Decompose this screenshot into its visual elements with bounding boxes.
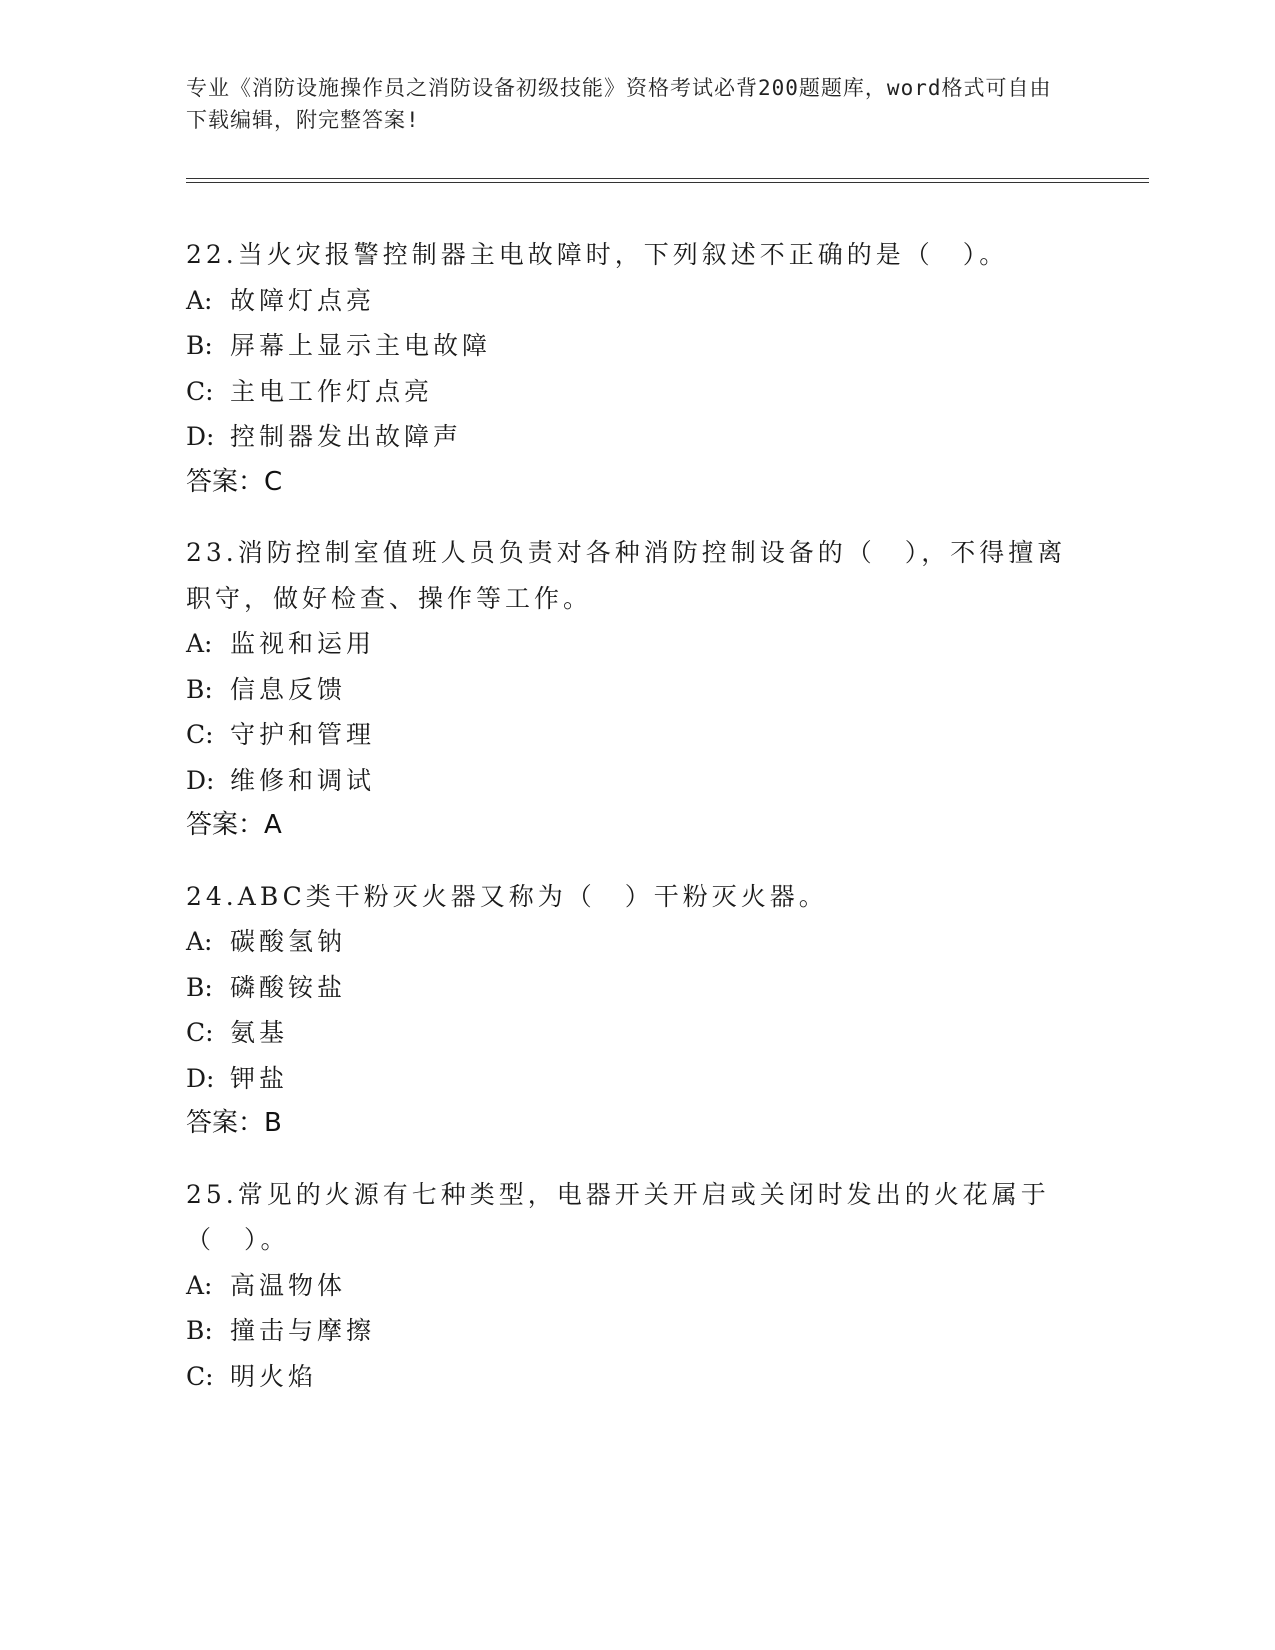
question-24	[186, 874, 1086, 1147]
option-letter: B:	[186, 674, 213, 704]
option-text: 主电工作灯点亮	[230, 376, 434, 406]
option-d	[186, 414, 1086, 460]
option-text: 监视和运用	[230, 629, 376, 658]
header-divider-top	[186, 178, 1149, 179]
option-text: 维修和调试	[230, 765, 376, 795]
question-stem: 25.常见的火源有七种类型，电器开关开启或关闭时发出的火花属于（ ）。	[186, 1179, 1050, 1254]
option-text: 高温物体	[230, 1270, 347, 1300]
option-text: 明火焰	[230, 1361, 318, 1391]
question-stem: 22.当火灾报警控制器主电故障时，下列叙述不正确的是（ ）。	[186, 240, 1009, 269]
option-text: 守护和管理	[230, 720, 376, 749]
question-25	[186, 1172, 1086, 1400]
option-a	[186, 919, 1086, 965]
question-stem: 23.消防控制室值班人员负责对各种消防控制设备的（ ），不得擅离职守，做好检查、操作等工作。	[186, 538, 1067, 613]
option-c	[186, 712, 1086, 758]
option-text: 氨基	[230, 1018, 289, 1047]
option-d	[186, 1056, 1086, 1102]
option-text: 磷酸铵盐	[230, 972, 347, 1002]
option-a	[186, 621, 1086, 667]
option-c	[186, 369, 1086, 415]
option-letter: C:	[186, 376, 214, 406]
option-text: 屏幕上显示主电故障	[230, 331, 492, 360]
option-letter: D:	[186, 765, 215, 795]
option-letter: A:	[186, 629, 213, 658]
option-letter: C:	[186, 1361, 214, 1391]
option-a	[186, 278, 1086, 324]
document-header: 专业《消防设施操作员之消防设备初级技能》资格考试必背200题题库，word格式可自由下载编辑，附完整答案!	[186, 76, 1052, 132]
option-letter: A:	[186, 927, 213, 956]
question-list	[186, 232, 1086, 1424]
option-letter: B:	[186, 331, 213, 360]
option-letter: C:	[186, 720, 214, 749]
answer-line: 答案：C	[186, 466, 283, 497]
answer-line: 答案：B	[186, 1108, 282, 1138]
option-b	[186, 1308, 1086, 1354]
option-letter: B:	[186, 1316, 213, 1345]
option-text: 信息反馈	[230, 674, 347, 704]
option-letter: A:	[186, 1270, 213, 1300]
option-b	[186, 667, 1086, 713]
option-b	[186, 323, 1086, 369]
question-stem: 24.ABC类干粉灭火器又称为（ ）干粉灭火器。	[186, 881, 828, 911]
option-letter: D:	[186, 422, 215, 451]
option-a	[186, 1263, 1086, 1309]
option-d	[186, 758, 1086, 804]
option-letter: C:	[186, 1018, 214, 1047]
option-text: 钾盐	[230, 1063, 289, 1093]
question-22	[186, 232, 1086, 505]
answer-line: 答案：A	[186, 810, 282, 840]
option-letter: B:	[186, 972, 213, 1002]
option-text: 碳酸氢钠	[230, 927, 347, 956]
option-letter: A:	[186, 285, 213, 315]
question-23	[186, 530, 1086, 849]
option-letter: D:	[186, 1063, 215, 1093]
option-c	[186, 1010, 1086, 1056]
option-text: 故障灯点亮	[230, 285, 376, 315]
option-text: 控制器发出故障声	[230, 422, 463, 451]
header-divider-bottom	[186, 182, 1149, 183]
option-text: 撞击与摩擦	[230, 1316, 376, 1345]
option-c	[186, 1354, 1086, 1400]
option-b	[186, 965, 1086, 1011]
